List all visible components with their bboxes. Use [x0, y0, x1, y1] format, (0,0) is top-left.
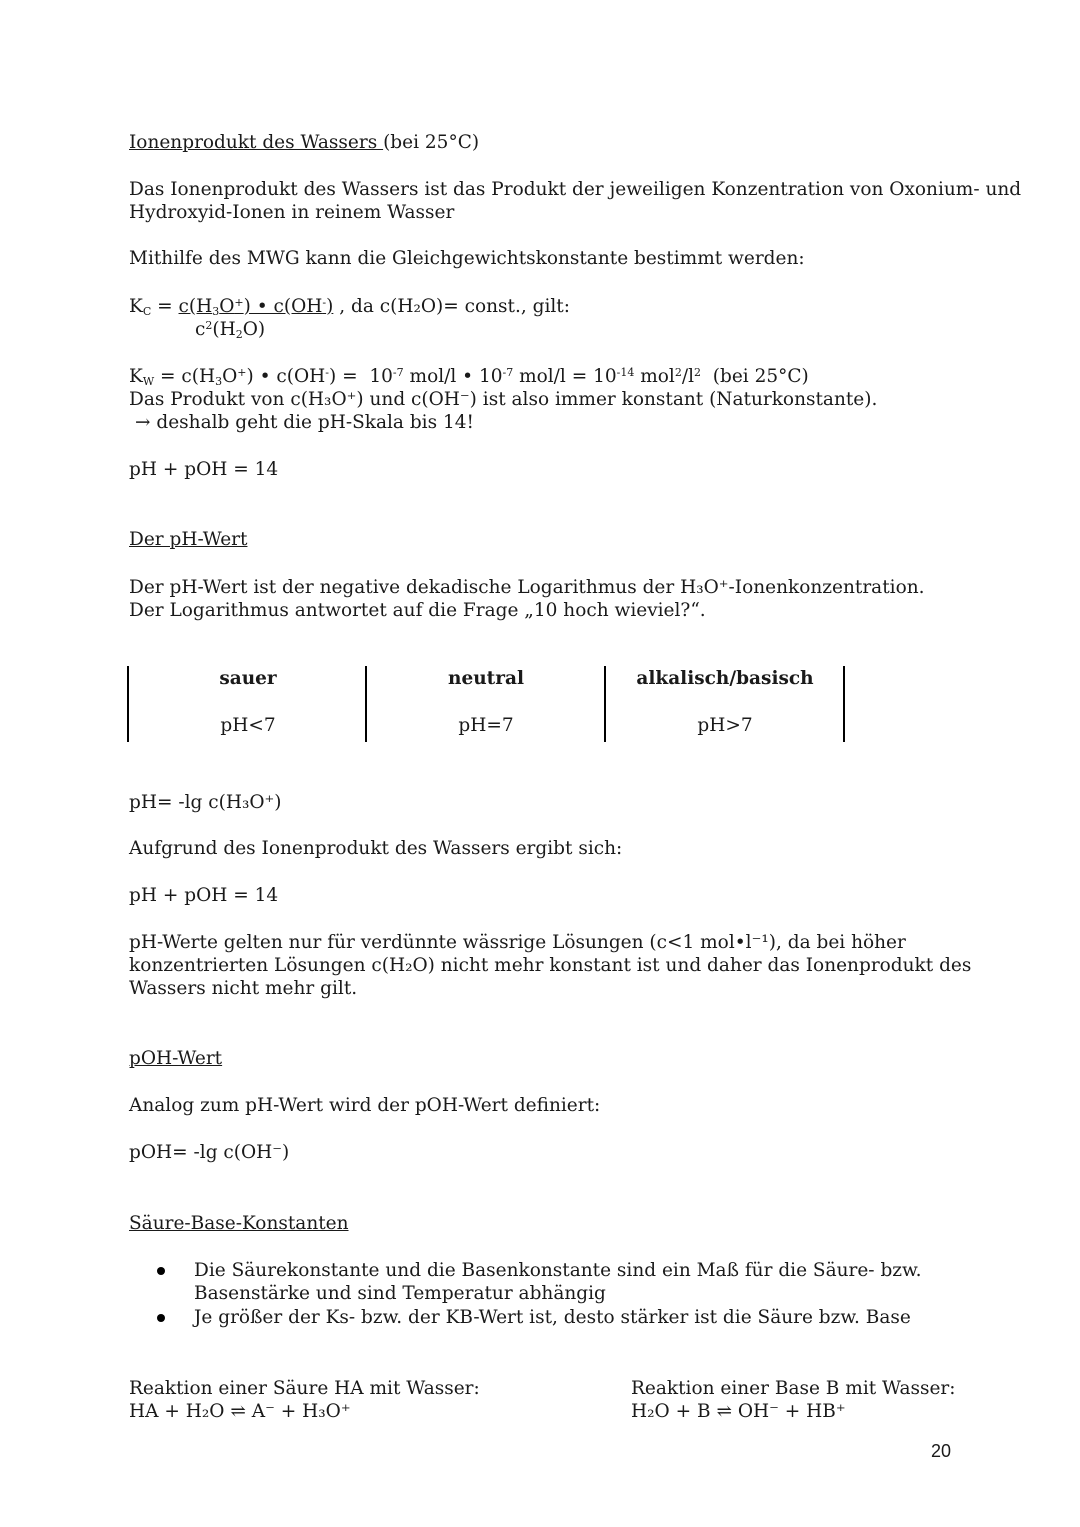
poh-formula: pOH= -lg c(OH⁻) — [129, 1142, 290, 1163]
heading-ionenprodukt: Ionenprodukt des Wassers (bei 25°C) — [129, 132, 480, 153]
base-reaction: Reaktion einer Base B mit Wasser: H₂O + B ⇌ OH⁻ + HB⁺ — [631, 1378, 956, 1422]
kc-equation: $K_C = c(H_3O^+)$ • c(OH-) , da c(H₂O)= const., gilt: $c^2(H_2O)$ — [129, 296, 570, 341]
arrow-line: → deshalb geht die pH-Skala bis 14! — [135, 412, 474, 433]
bullet-item-1: Die Säurekonstante und die Basenkonstante sind ein Maß für die Säure- bzw. Basenstärke und sind Temperatur abhängig — [194, 1260, 922, 1304]
poh-analog-line: Analog zum pH-Wert wird der pOH-Wert definiert: — [129, 1095, 601, 1116]
heading-ph-wert: Der pH-Wert — [129, 529, 248, 550]
page-number: 20 — [930, 1441, 951, 1461]
ph-poh-sum-2: pH + pOH = 14 — [129, 885, 279, 906]
bullet-icon — [157, 1267, 165, 1275]
ph-formula: pH= -lg c(H₃O⁺) — [129, 792, 282, 813]
heading-saeure-base-konstanten: Säure-Base-Konstanten — [129, 1213, 349, 1234]
aufgrund-line: Aufgrund des Ionenprodukt des Wassers ergibt sich: — [129, 838, 623, 859]
bullet-icon — [157, 1314, 165, 1322]
bullet-item-2: Je größer der Ks- bzw. der KB-Wert ist, desto stärker ist die Säure bzw. Base — [194, 1307, 911, 1328]
scale-neutral: neutral pH=7 — [448, 668, 524, 736]
acid-reaction: Reaktion einer Säure HA mit Wasser: HA + H₂O ⇌ A⁻ + H₃O⁺ — [129, 1378, 480, 1422]
heading-poh-wert: pOH-Wert — [129, 1048, 223, 1069]
paragraph-definition: Das Ionenprodukt des Wassers ist das Produkt der jeweiligen Konzentration von Oxonium- und Hydroxyid-Ionen in reinem Wasser — [129, 179, 1022, 223]
paragraph-mwg: Mithilfe des MWG kann die Gleichgewichtskonstante bestimmt werden: — [129, 248, 805, 269]
kw-constant-line: Das Produkt von c(H₃O⁺) und c(OH⁻) ist also immer konstant (Naturkonstante). — [129, 389, 878, 410]
ph-definition: Der pH-Wert ist der negative dekadische Logarithmus der H₃O⁺-Ionenkonzentration. Der Logarithmus antwortet auf die Frage „10 hoch wieviel?“. — [129, 577, 925, 621]
scale-acidic: sauer pH<7 — [219, 668, 277, 736]
ph-validity-note: pH-Werte gelten nur für verdünnte wässrige Lösungen (c<1 mol•l⁻¹), da bei höher konzentrierten Lösungen c(H₂O) nicht mehr konstant ist und daher das Ionenprodukt des Wassers nicht mehr gilt. — [129, 932, 972, 999]
ph-poh-sum-1: pH + pOH = 14 — [129, 459, 279, 480]
kw-equation: $K_W = c(H_3O^+)$ • $c(OH^-) = 10^{-7}$ mol/l • $10^{-7}$ $mol/l = 10^{-14}$ $mol^2/l^2$ (bei 25°C) Das Produkt von c(H₃O⁺) und c(OH⁻) ist also immer konstant (Naturkonstante). → deshalb geht die pH-Skala bis 14! — [129, 366, 878, 433]
scale-basic: alkalisch/basisch pH>7 — [636, 668, 814, 736]
